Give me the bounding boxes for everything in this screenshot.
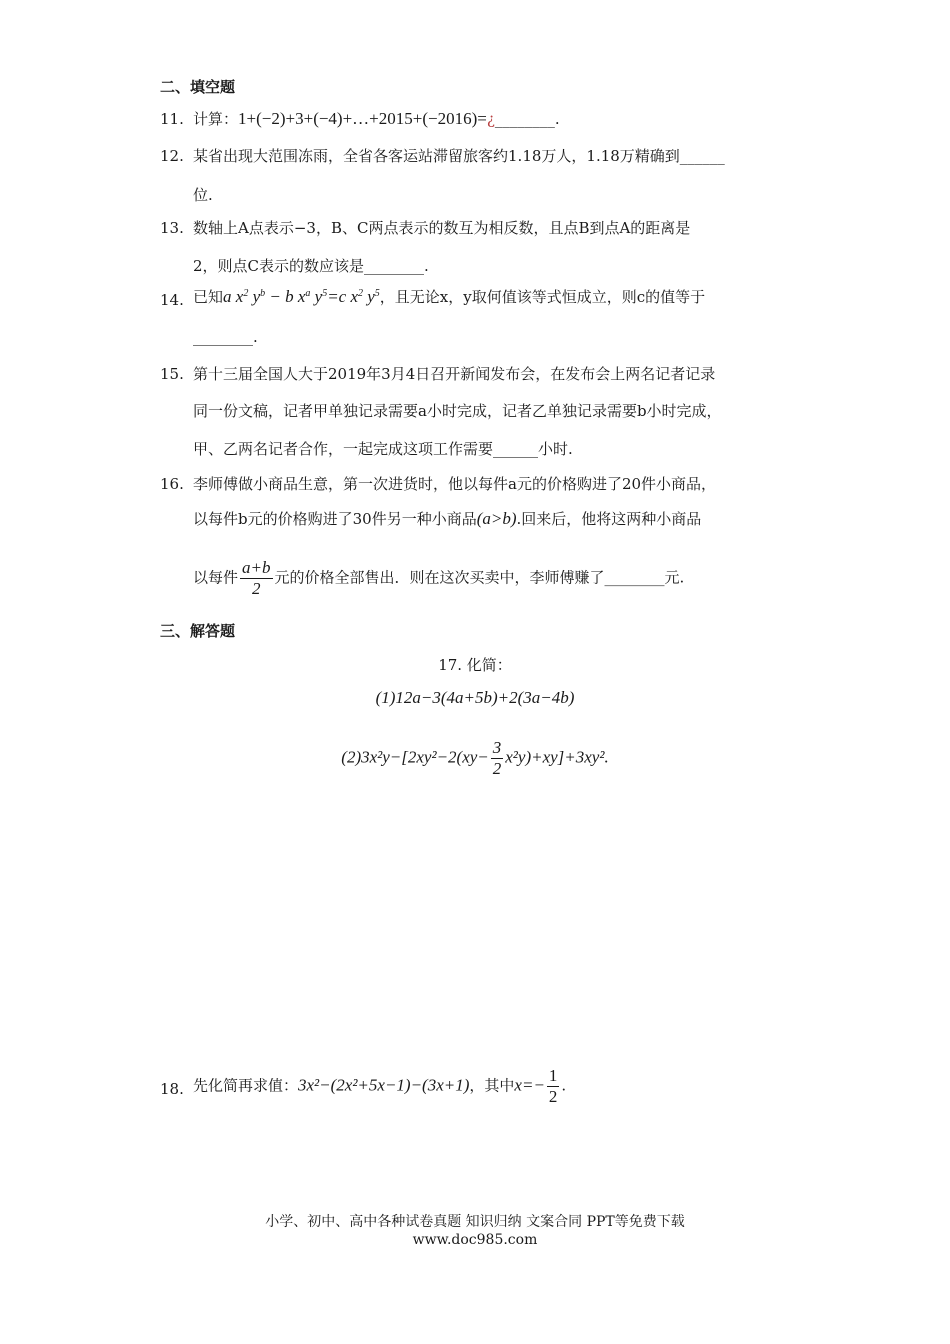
q15-line2: 同一份文稿，记者甲单独记录需要a小时完成，记者乙单独记录需要b小时完成， [193, 402, 722, 420]
q18-prefix: 先化简再求值： [193, 1076, 299, 1095]
q11-number: 11. [160, 110, 184, 128]
q16-line2-part-c: .回来后，他将这两种小商品 [516, 510, 702, 528]
q16-line2 [193, 508, 701, 529]
q16-condition: (a>b) [476, 509, 517, 528]
q17-part2 [0, 738, 950, 779]
q14-equation: a $x^2$ $y^b - b$ $x^a$ $y^5=c$ $x^2$ $y^5$ [223, 287, 380, 306]
q14-number: 14. [160, 291, 184, 309]
q15-number: 15. [160, 365, 184, 383]
q18-mid: ，其中 [469, 1076, 515, 1095]
q18-fraction [547, 1066, 560, 1107]
q16-line3 [193, 558, 684, 599]
q17-part2-b: x²y)+xy]+3xy². [505, 747, 609, 767]
q17-fraction [491, 738, 504, 779]
q11-prefix: 计算： [193, 110, 239, 128]
q17-fraction-denominator: 2 [492, 759, 502, 778]
q11-expression: 1+(−2)+3+(−4)+…+2015+(−2016)= [238, 109, 487, 128]
q18-expression: 3x²−(2x²+5x−1)−(3x+1) [298, 1075, 470, 1095]
q11-blank: ________. [494, 110, 560, 128]
q14-prefix: 已知 [193, 288, 224, 306]
q11-mark: ¿ [486, 110, 495, 128]
q12-number: 12. [160, 147, 184, 165]
q18-number: 18. [160, 1080, 184, 1098]
q14-line2: ________. [193, 328, 258, 346]
q14-suffix: ，且无论x，y取何值该等式恒成立，则c的值等于 [379, 288, 706, 306]
section-heading-fill: 二、填空题 [160, 78, 236, 96]
q15-line3: 甲、乙两名记者合作，一起完成这项工作需要______小时. [193, 440, 573, 458]
q14-line1 [193, 286, 705, 307]
q13-number: 13. [160, 219, 184, 237]
q17-fraction-numerator: 3 [492, 738, 502, 757]
q18-fraction-denominator: 2 [548, 1087, 558, 1106]
q16-line1: 李师傅做小商品生意，第一次进货时，他以每件a元的价格购进了20件小商品， [193, 475, 717, 493]
section-heading-solve: 三、解答题 [160, 622, 236, 640]
q16-line2-part-a: 以每件b元的价格购进了30件另一种小商品 [193, 510, 477, 528]
footer-tagline: 小学、初中、高中各种试卷真题 知识归纳 文案合同 PPT等免费下载 [265, 1214, 685, 1230]
q16-line3-part-a: 以每件 [193, 568, 239, 587]
q17-part2-a: (2)3x²y−[2xy²−2(xy− [341, 747, 489, 767]
q18-line [193, 1066, 566, 1107]
q16-line3-part-b: 元的价格全部售出．则在这次买卖中，李师傅赚了________元. [274, 568, 685, 587]
q16-fraction-denominator: 2 [252, 579, 261, 598]
q16-fraction [240, 558, 272, 599]
q16-number: 16. [160, 475, 184, 493]
q18-fraction-numerator: 1 [548, 1066, 558, 1085]
footer-url[interactable]: www.doc985.com [412, 1232, 538, 1248]
q13-line2: 2，则点C表示的数应该是________. [193, 257, 429, 275]
q12-line2: 位. [193, 186, 213, 204]
q11-text [193, 108, 560, 129]
q18-variable: x=− [514, 1075, 545, 1095]
q15-line1: 第十三届全国人大于2019年3月4日召开新闻发布会，在发布会上两名记者记录 [193, 365, 716, 383]
q16-fraction-numerator: a+b [242, 558, 271, 577]
q17-part1: (1)12a−3(4a+5b)+2(3a−4b) [375, 688, 575, 707]
q13-line1: 数轴上A点表示−3，B、C两点表示的数互为相反数，且点B到点A的距离是 [193, 219, 691, 237]
q17-title: 17. 化简： [438, 656, 512, 674]
q18-end: . [561, 1076, 567, 1095]
q12-line1: 某省出现大范围冻雨，全省各客运站滞留旅客约1.18万人，1.18万精确到______ [193, 147, 725, 165]
